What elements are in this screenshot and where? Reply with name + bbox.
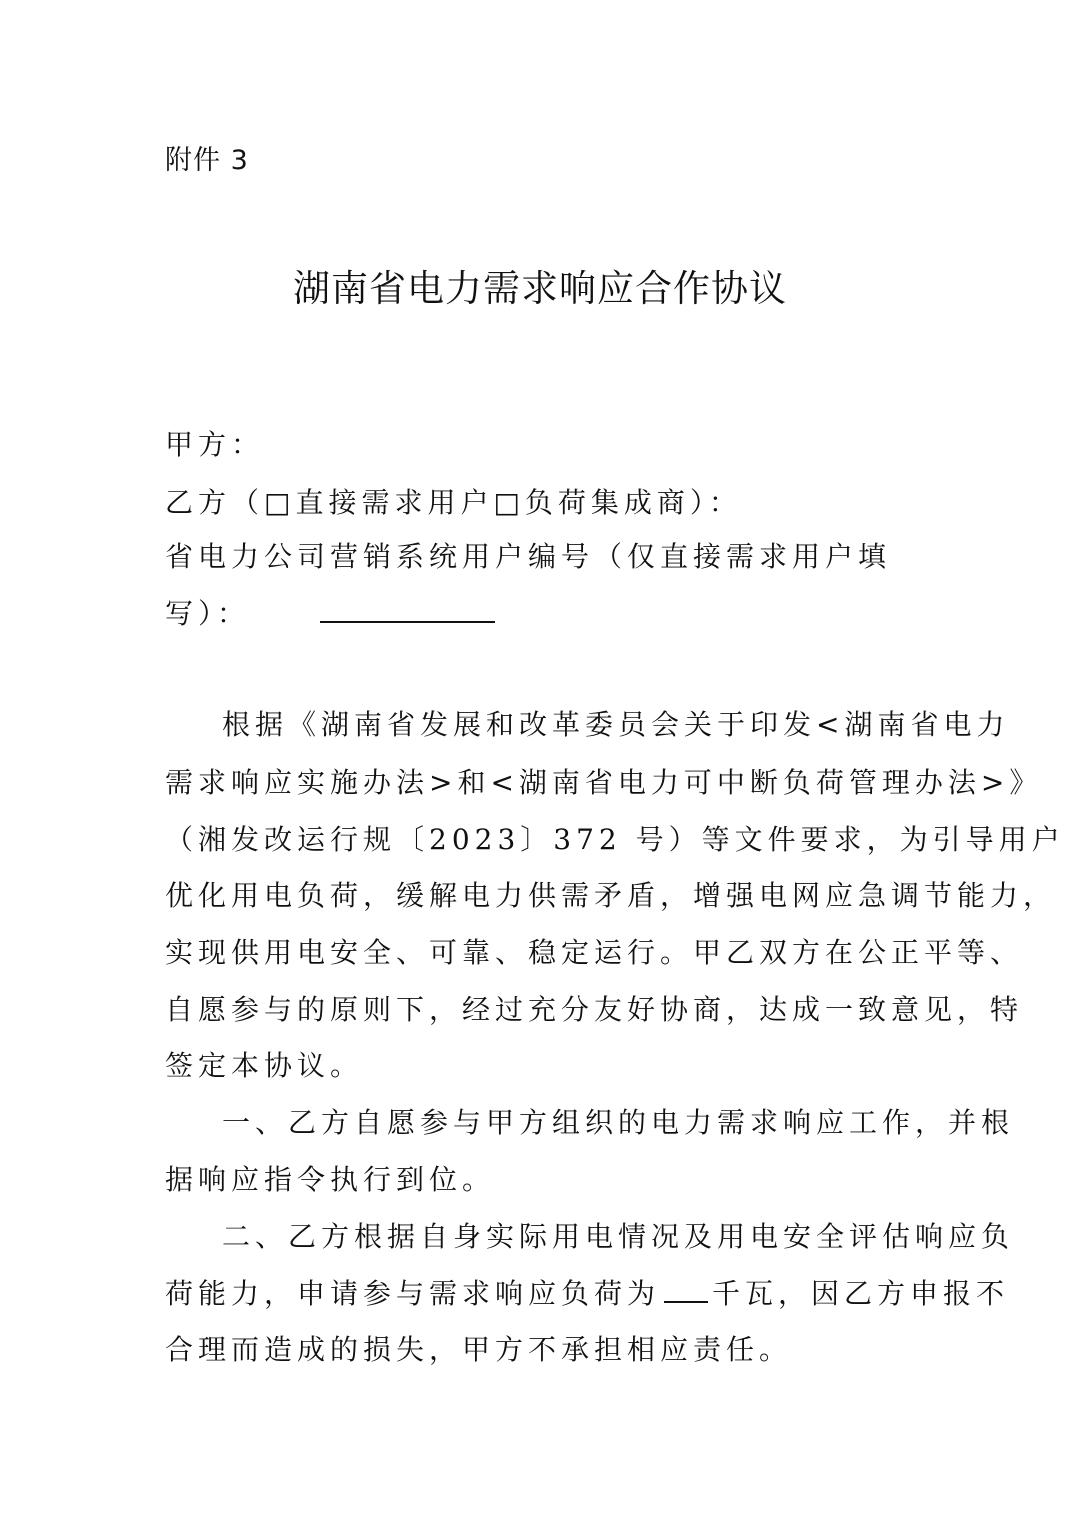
account-number-line-2 [165, 593, 495, 634]
clause-2-text-before: 荷能力，申请参与需求响应负荷为 [165, 1277, 661, 1310]
account-number-line: 省电力公司营销系统用户编号（仅直接需求用户填 [165, 540, 892, 573]
clause-2-line-3: 合理而造成的损失，甲方不承担相应责任。 [165, 1333, 793, 1366]
clause-1-line-1: 一、乙方自愿参与甲方组织的电力需求响应工作，并根 [222, 1106, 1015, 1139]
clause-2-text-after: 千瓦，因乙方申报不 [712, 1277, 1010, 1310]
party-a-line: 甲方： [165, 428, 265, 461]
preamble-line-2: 需求响应实施办法>和<湖南省电力可中断负荷管理办法>》 [165, 766, 1043, 799]
account-number-label: 写）： [165, 597, 251, 630]
page-title: 湖南省电力需求响应合作协议 [293, 267, 787, 310]
preamble-line-3: （湘发改运行规〔2023〕372 号）等文件要求，为引导用户 [165, 823, 1065, 856]
preamble-line-4: 优化用电负荷，缓解电力供需矛盾，增强电网应急调节能力， [165, 879, 1057, 912]
clause-1-line-2: 据响应指令执行到位。 [165, 1163, 496, 1196]
attachment-label: 附件 3 [165, 145, 249, 176]
clause-2-line-2 [165, 1273, 1009, 1314]
account-number-blank[interactable] [320, 593, 495, 623]
preamble-line-7: 签定本协议。 [165, 1049, 364, 1082]
load-kw-blank[interactable] [664, 1273, 708, 1303]
clause-2-line-1: 二、乙方根据自身实际用电情况及用电安全评估响应负 [222, 1220, 1015, 1253]
party-b-line: 乙方（□直接需求用户□负荷集成商）： [165, 486, 742, 519]
preamble-line-1: 根据《湖南省发展和改革委员会关于印发<湖南省电力 [222, 708, 1010, 741]
preamble-line-6: 自愿参与的原则下，经过充分友好协商，达成一致意见，特 [165, 993, 1024, 1026]
preamble-line-5: 实现供用电安全、可靠、稳定运行。甲乙双方在公正平等、 [165, 936, 1024, 969]
